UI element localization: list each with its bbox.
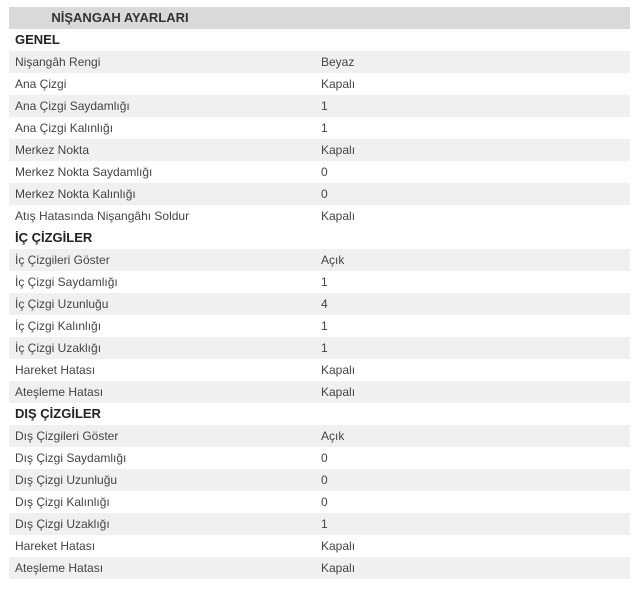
row-label: Dış Çizgi Saydamlığı (15, 451, 127, 465)
row-label: İç Çizgi Uzaklığı (15, 341, 102, 355)
row-value: 0 (321, 495, 328, 509)
row-label: Ana Çizgi Kalınlığı (15, 121, 114, 135)
row-label: İç Çizgi Kalınlığı (15, 319, 102, 333)
row-value: Kapalı (321, 363, 356, 377)
table-row (9, 557, 630, 579)
table-row (9, 491, 630, 513)
section-header-general: GENEL (9, 29, 630, 51)
row-value: Kapalı (321, 561, 356, 575)
table-row (9, 469, 630, 491)
row-value: Kapalı (321, 539, 356, 553)
table-row (9, 205, 630, 227)
row-value: 0 (321, 187, 328, 201)
table-row (9, 249, 630, 271)
table-row (9, 51, 630, 73)
row-value: Açık (321, 253, 345, 267)
row-label: Atış Hatasında Nişangâhı Soldur (15, 209, 190, 223)
row-label: Hareket Hatası (15, 539, 96, 553)
row-label: Dış Çizgi Kalınlığı (15, 495, 110, 509)
row-label: İç Çizgileri Göster (15, 253, 110, 267)
section-header-outer-lines: DIŞ ÇİZGİLER (9, 403, 630, 425)
row-label: Dış Çizgileri Göster (15, 429, 119, 443)
table-row (9, 513, 630, 535)
table-row (9, 381, 630, 403)
table-row (9, 359, 630, 381)
table-row (9, 315, 630, 337)
row-value: 1 (321, 99, 328, 113)
row-value: 0 (321, 473, 328, 487)
row-label: Ana Çizgi (15, 77, 67, 91)
row-value: Kapalı (321, 77, 356, 91)
row-value: Kapalı (321, 143, 356, 157)
row-value: Beyaz (321, 55, 355, 69)
table-row (9, 271, 630, 293)
table-title: NİŞANGAH AYARLARI (51, 10, 189, 25)
row-label: Ana Çizgi Saydamlığı (15, 99, 130, 113)
table-row (9, 293, 630, 315)
table-row (9, 95, 630, 117)
row-label: Dış Çizgi Uzaklığı (15, 517, 110, 531)
row-value: 1 (321, 341, 328, 355)
row-value: 0 (321, 451, 328, 465)
row-value: Açık (321, 429, 345, 443)
row-value: Kapalı (321, 385, 356, 399)
row-label: İç Çizgi Saydamlığı (15, 275, 118, 289)
table-row (9, 447, 630, 469)
row-label: Merkez Nokta Kalınlığı (15, 187, 136, 201)
crosshair-settings-table (9, 7, 630, 579)
table-row (9, 425, 630, 447)
table-row (9, 183, 630, 205)
row-value: 1 (321, 275, 328, 289)
row-label: İç Çizgi Uzunluğu (15, 297, 109, 311)
row-value: 1 (321, 517, 328, 531)
table-row (9, 139, 630, 161)
row-value: 0 (321, 165, 328, 179)
row-label: Hareket Hatası (15, 363, 96, 377)
row-label: Nişangâh Rengi (15, 55, 101, 69)
table-row (9, 337, 630, 359)
row-value: 4 (321, 297, 328, 311)
table-row (9, 535, 630, 557)
row-value: 1 (321, 121, 328, 135)
section-header-inner-lines: İÇ ÇİZGİLER (9, 227, 630, 249)
row-label: Ateşleme Hatası (15, 561, 104, 575)
row-value: Kapalı (321, 209, 356, 223)
row-label: Ateşleme Hatası (15, 385, 104, 399)
table-row (9, 117, 630, 139)
table-row (9, 161, 630, 183)
row-label: Merkez Nokta (15, 143, 90, 157)
row-value: 1 (321, 319, 328, 333)
table-row (9, 73, 630, 95)
row-label: Dış Çizgi Uzunluğu (15, 473, 118, 487)
row-label: Merkez Nokta Saydamlığı (15, 165, 153, 179)
table-title-bar (9, 7, 630, 29)
